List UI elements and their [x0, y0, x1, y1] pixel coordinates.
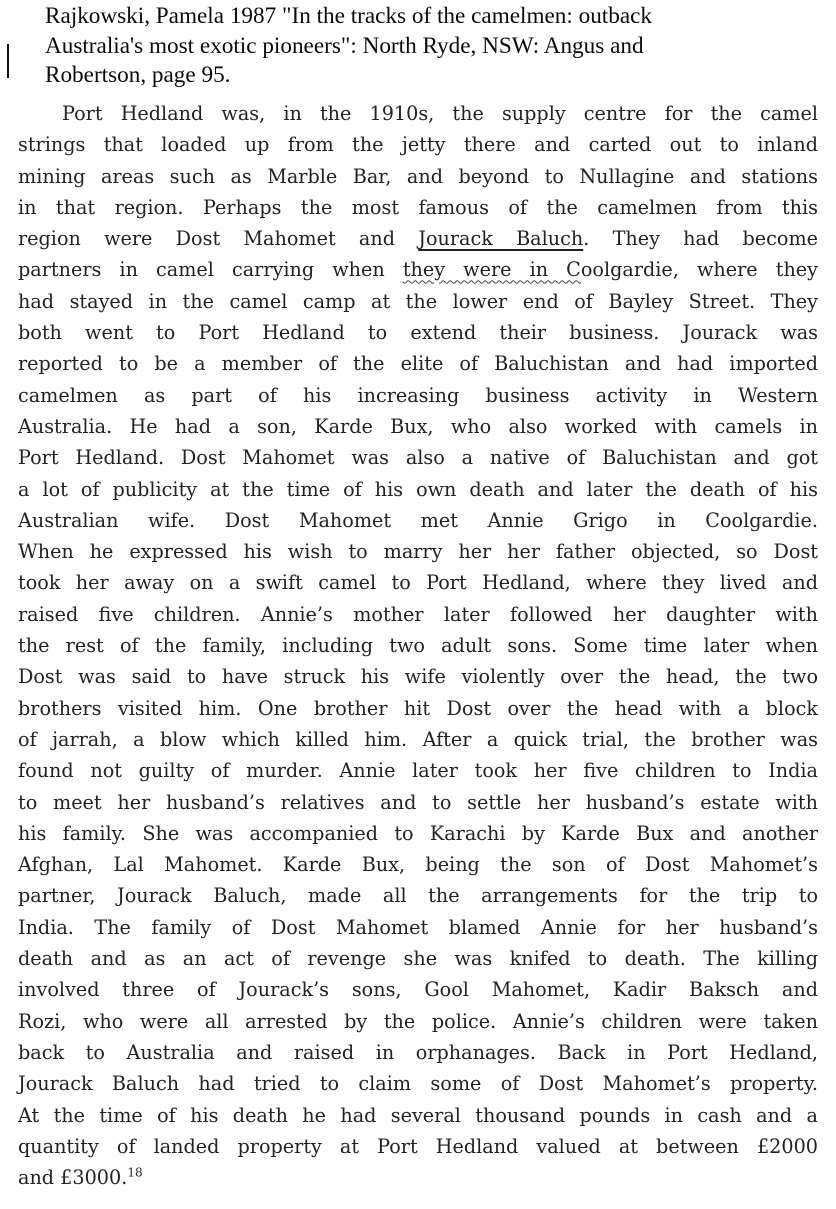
text-line: death and as an act of revenge she was knifed to death. The killing — [18, 947, 818, 971]
body-paragraph — [18, 98, 818, 1193]
text-line: a lot of publicity at the time of his own death and later the death of his — [18, 477, 818, 501]
text-line: brothers visited him. One brother hit Dost over the head with a block — [18, 696, 818, 720]
text-segment: . They had become — [583, 227, 818, 251]
citation — [45, 2, 825, 91]
text-line: Port Hedland was, in the 1910s, the supply centre for the camel — [62, 102, 818, 125]
text-line: Jourack Baluch had tried to claim some of Dost Mahomet’s property. — [18, 1072, 818, 1096]
text-line: At the time of his death he had several thousand pounds in cash and a — [18, 1103, 818, 1127]
margin-mark — [7, 44, 9, 78]
text-line — [18, 254, 818, 285]
text-line: found not guilty of murder. Annie later took her five children to India — [18, 759, 818, 783]
text-segment: oolgardie, where they — [580, 258, 819, 282]
text-line: Dost was said to have struck his wife violently over the head, the two — [18, 665, 818, 689]
text-line: took her away on a swift camel to Port Hedland, where they lived and — [18, 571, 818, 595]
underlined-name: Jourack Baluch — [418, 227, 584, 251]
citation-line: Rajkowski, Pamela 1987 "In the tracks of the camelmen: outback — [45, 3, 653, 29]
text-line: camelmen as part of his increasing business activity in Western — [18, 383, 818, 407]
text-line: Australia. He had a son, Karde Bux, who also worked with camels in — [18, 414, 818, 438]
text-line: of jarrah, a blow which killed him. After a quick trial, the brother was — [18, 727, 818, 751]
text-line: Rozi, who were all arrested by the police. Annie’s children were taken — [18, 1009, 818, 1033]
text-line: Australian wife. Dost Mahomet met Annie Grigo in Coolgardie. — [18, 508, 818, 532]
text-line: reported to be a member of the elite of Baluchistan and had imported — [18, 352, 818, 376]
text-line: had stayed in the camel camp at the lower end of Bayley Street. They — [18, 289, 818, 313]
text-line — [18, 223, 818, 254]
text-segment: partners in camel carrying when — [18, 258, 403, 282]
text-line: to meet her husband’s relatives and to settle her husband’s estate with — [18, 790, 818, 814]
text-line: his family. She was accompanied to Karachi by Karde Bux and another — [18, 821, 818, 845]
text-line: partner, Jourack Baluch, made all the arrangements for the trip to — [18, 884, 818, 908]
citation-line: Australia's most exotic pioneers": North Ryde, NSW: Angus and — [45, 32, 644, 59]
text-line: Afghan, Lal Mahomet. Karde Bux, being the son of Dost Mahomet’s — [18, 853, 818, 877]
text-line: the rest of the family, including two adult sons. Some time later when — [18, 634, 818, 658]
text-line: back to Australia and raised in orphanages. Back in Port Hedland, — [18, 1040, 818, 1064]
text-line: strings that loaded up from the jetty there and carted out to inland — [18, 133, 818, 157]
text-segment: and £3000. — [18, 1166, 128, 1190]
citation-line: Robertson, page 95. — [45, 62, 231, 88]
text-line: in that region. Perhaps the most famous of the camelmen from this — [18, 195, 818, 219]
text-line: Port Hedland. Dost Mahomet was also a native of Baluchistan and got — [18, 446, 818, 470]
text-line: When he expressed his wish to marry her her father objected, so Dost — [18, 540, 818, 564]
footnote-reference: 18 — [127, 1165, 143, 1180]
text-line: raised five children. Annie’s mother later followed her daughter with — [18, 602, 818, 626]
text-line — [18, 1162, 818, 1193]
text-line: quantity of landed property at Port Hedland valued at between £2000 — [18, 1134, 818, 1158]
text-line: mining areas such as Marble Bar, and beyond to Nullagine and stations — [18, 164, 818, 188]
text-line: India. The family of Dost Mahomet blamed Annie for her husband’s — [18, 915, 818, 939]
handwritten-underline: they were in C — [402, 258, 581, 282]
text-line: involved three of Jourack’s sons, Gool Mahomet, Kadir Baksch and — [18, 978, 818, 1002]
text-line: both went to Port Hedland to extend their business. Jourack was — [18, 321, 818, 345]
text-segment: region were Dost Mahomet and — [18, 227, 419, 251]
